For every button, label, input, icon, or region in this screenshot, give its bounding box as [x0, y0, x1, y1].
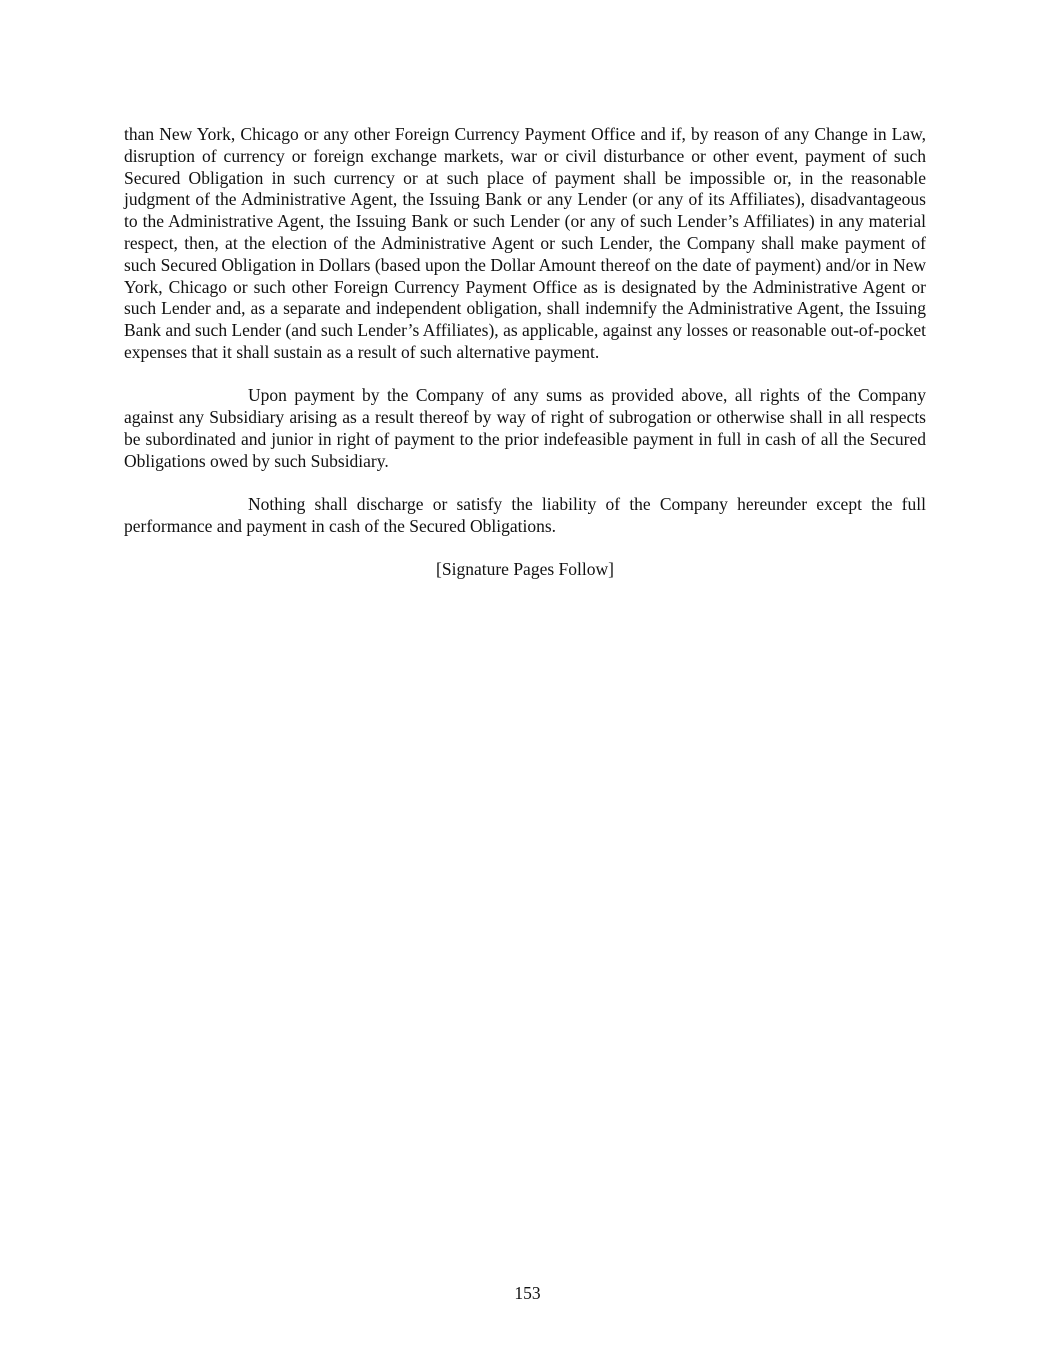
document-body: [124, 124, 926, 581]
paragraph-discharge: Nothing shall discharge or satisfy the liability of the Company hereunder except the full performance and payment in cash of the Secured Obligations.: [124, 493, 926, 536]
page-number: 153: [514, 1283, 541, 1303]
paragraph-continuation: than New York, Chicago or any other Foreign Currency Payment Office and if, by reason of any Change in Law, disruption of currency or foreign exchange markets, war or civil disturbance or other event, payment of such Secured Obligation in such currency or at such place of payment shall be impossible or, in the reasonable judgment of the Administrative Agent, the Issuing Bank or any Lender (or any of its Affiliates), disadvantageous to the Administrative Agent, the Issuing Bank or such Lender (or any of such Lender’s Affiliates) in any material respect, then, at the election of the Administrative Agent or such Lender, the Company shall make payment of such Secured Obligation in Dollars (based upon the Dollar Amount thereof on the date of payment) and/or in New York, Chicago or such other Foreign Currency Payment Office as is designated by the Administrative Agent or such Lender and, as a separate and independent obligation, shall indemnify the Administrative Agent, the Issuing Bank and such Lender (and such Lender’s Affiliates), as applicable, against any losses or reasonable out-of-pocket expenses that it shall sustain as a result of such alternative payment.: [124, 124, 926, 362]
paragraph-subrogation: Upon payment by the Company of any sums as provided above, all rights of the Company against any Subsidiary arising as a result thereof by way of right of subrogation or otherwise shall in all respects be subordinated and junior in right of payment to the prior indefeasible payment in full in cash of all the Secured Obligations owed by such Subsidiary.: [124, 385, 926, 471]
signature-pages-note: [Signature Pages Follow]: [436, 559, 614, 580]
